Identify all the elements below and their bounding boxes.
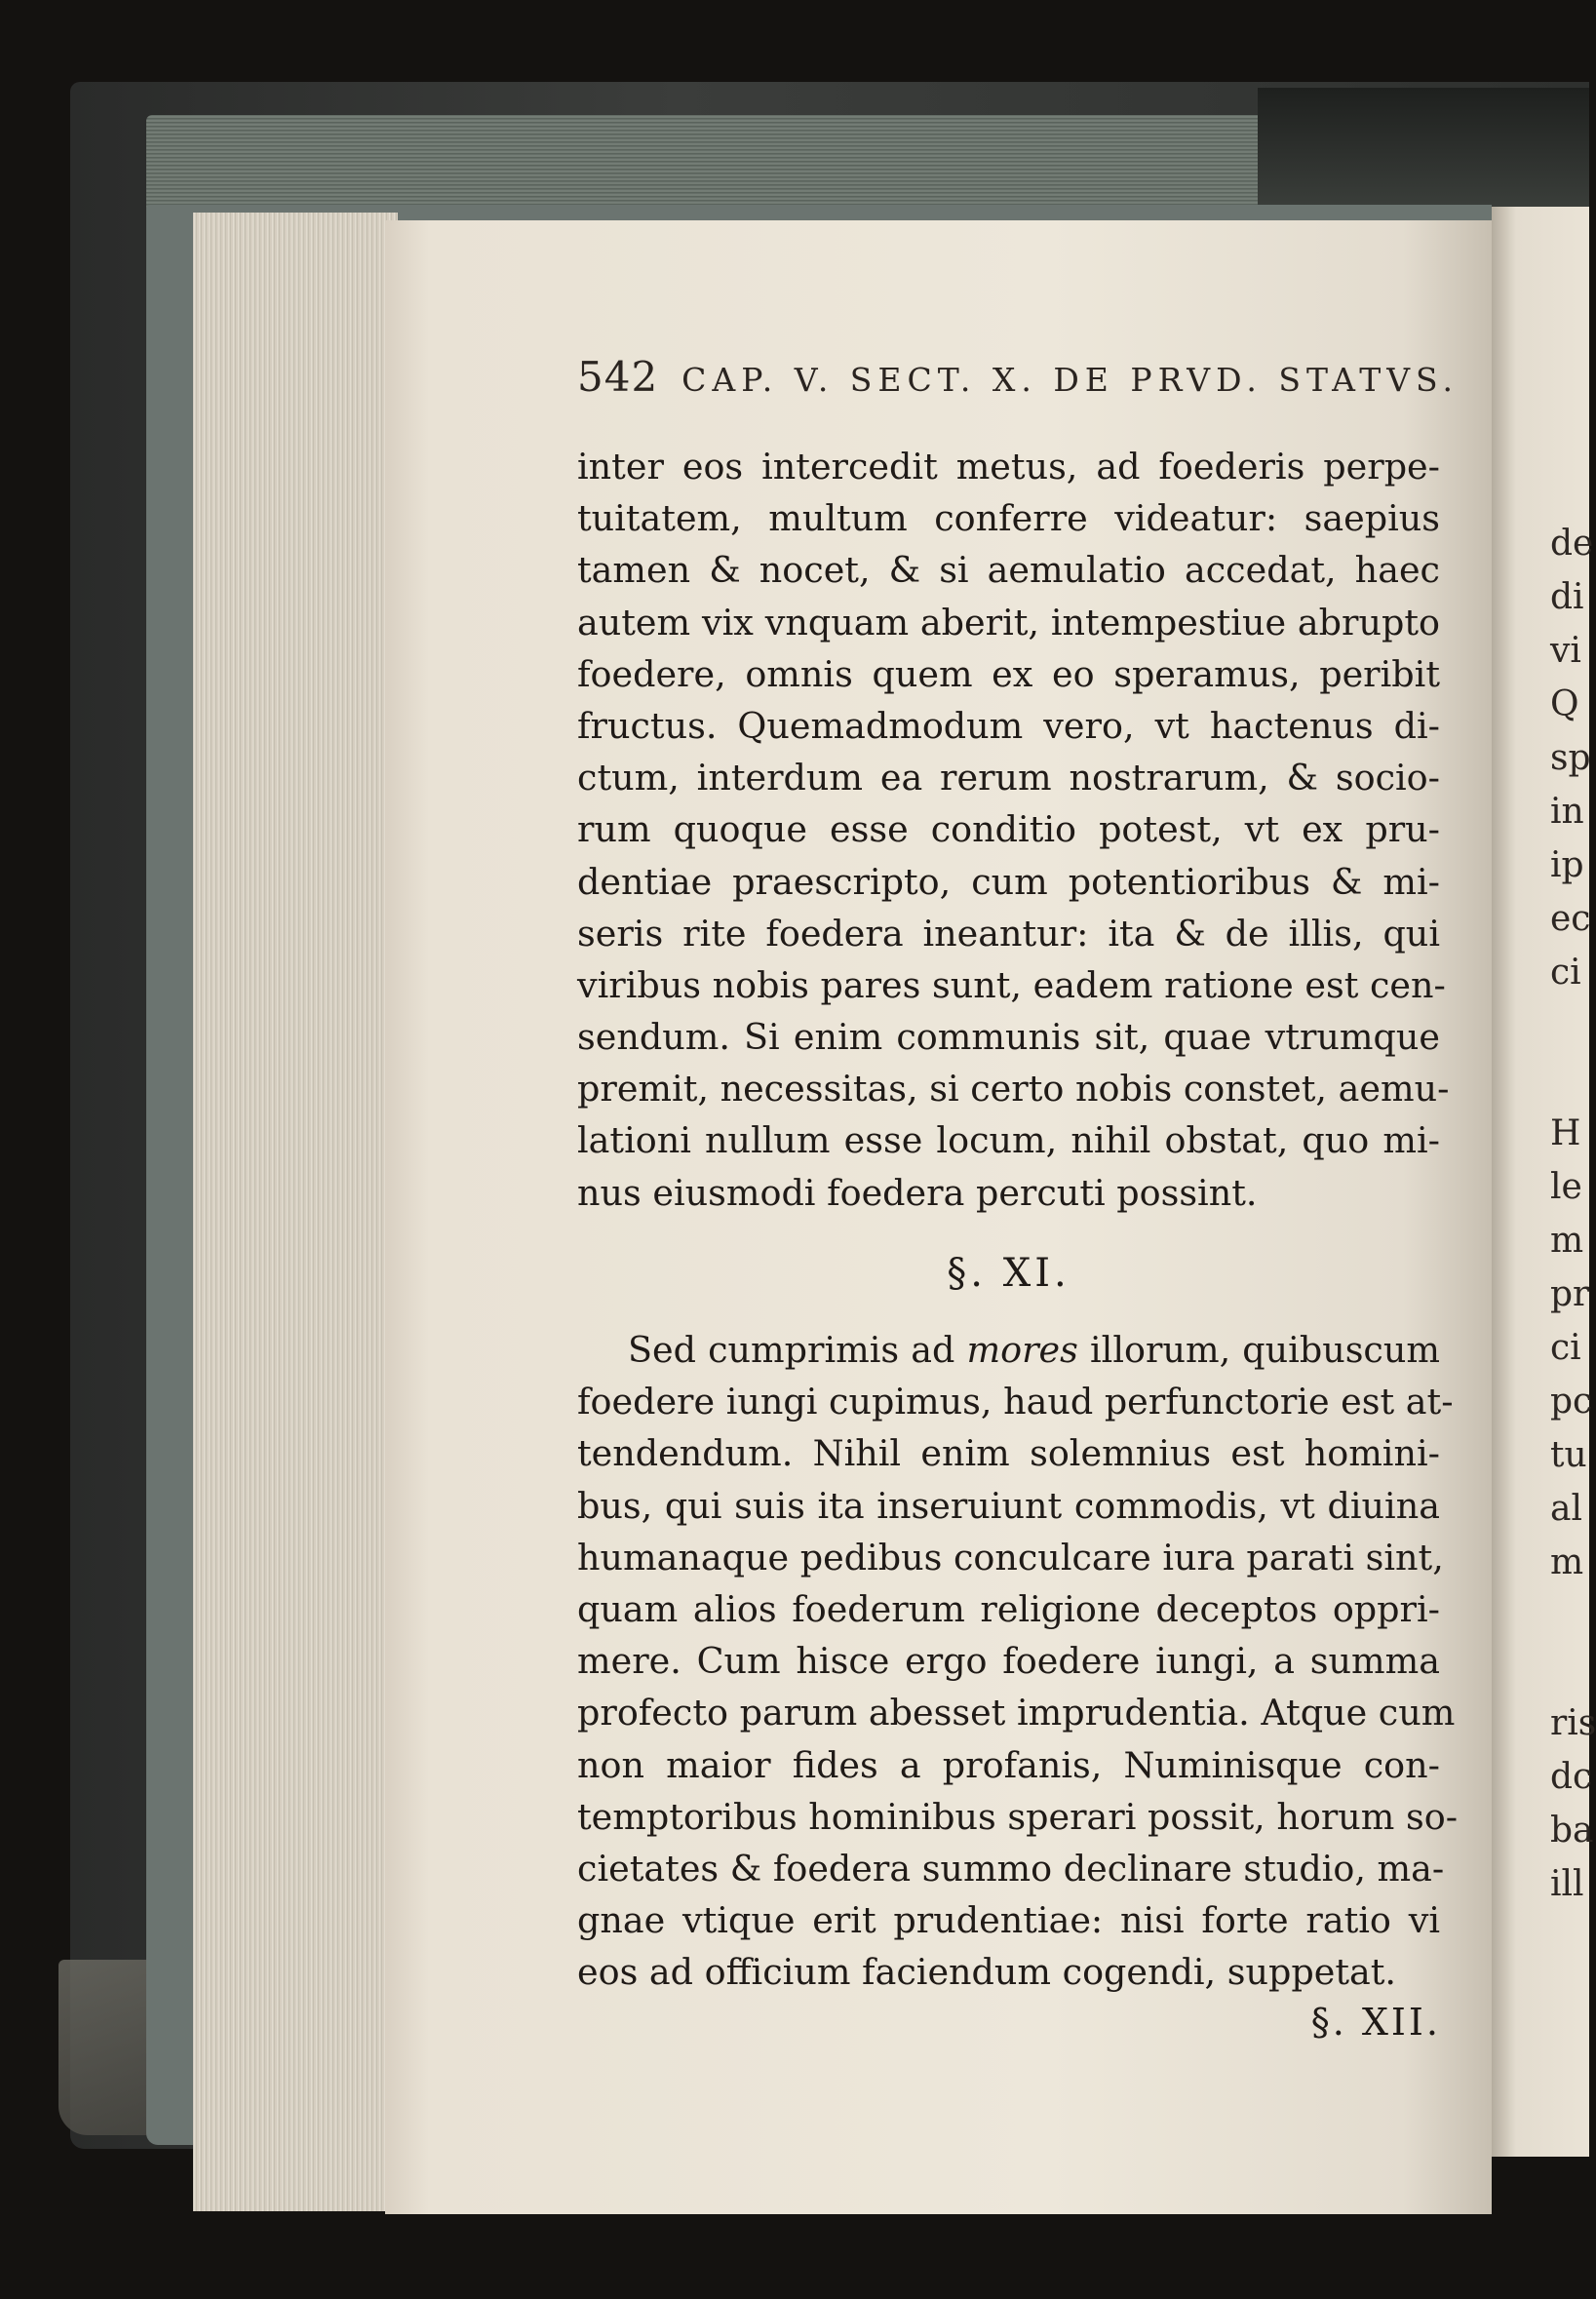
facing-page-fragment: m — [1550, 1221, 1584, 1261]
text-line — [577, 1324, 1440, 1376]
facing-page-fragment: ci — [1550, 1328, 1581, 1368]
text-line: seris rite foedera ineantur: ita & de illis, qui — [577, 912, 1440, 955]
paragraph-1 — [577, 441, 1450, 1219]
text-span: Sed cumprimis ad — [628, 1329, 967, 1371]
facing-page-fragment: de — [1550, 524, 1594, 564]
facing-page-fragment: dc — [1550, 1757, 1593, 1797]
catchword: §. XII. — [1310, 2001, 1441, 2044]
facing-page-fragment: ris — [1550, 1703, 1596, 1743]
facing-page-fragment: al — [1550, 1489, 1582, 1529]
facing-page-fragment: tu — [1550, 1435, 1587, 1475]
italic-word: mores — [966, 1329, 1078, 1371]
text-line: bus, qui suis ita inseruiunt commodis, vt diuina — [577, 1484, 1440, 1527]
facing-page-fragment: Q — [1550, 684, 1579, 724]
text-line: tamen & nocet, & si aemulatio accedat, haec — [577, 549, 1440, 592]
text-line: foedere, omnis quem ex eo speramus, peribit — [577, 652, 1440, 695]
text-line: premit, necessitas, si certo nobis constet, aemu- — [577, 1068, 1450, 1111]
text-line: autem vix vnquam aberit, intempestiue abrupto — [577, 601, 1440, 643]
text-line: fructus. Quemadmodum vero, vt hactenus di- — [577, 704, 1440, 747]
facing-page-fragment: sp — [1550, 738, 1591, 778]
facing-page-fragment: pc — [1550, 1382, 1593, 1422]
facing-page-fragment: le — [1550, 1167, 1582, 1207]
text-line: inter eos intercedit metus, ad foederis perpe- — [577, 446, 1440, 487]
text-line: profecto parum abesset imprudentia. Atque cum — [577, 1692, 1456, 1734]
text-line: tuitatem, multum conferre videatur: saepius — [577, 497, 1440, 540]
text-line: eos ad officium faciendum cogendi, suppetat. — [577, 1951, 1397, 1994]
facing-page-fragment: ill — [1550, 1864, 1584, 1904]
text-line: lationi nullum esse locum, nihil obstat, quo mi- — [577, 1119, 1440, 1162]
text-line: tendendum. Nihil enim solemnius est homini- — [577, 1432, 1440, 1475]
facing-page-fragment: vi — [1550, 631, 1581, 671]
text-line: viribus nobis pares sunt, eadem ratione est cen- — [577, 963, 1446, 1006]
spine-shadow — [1258, 88, 1589, 224]
text-line: foedere iungi cupimus, haud perfunctorie est at- — [577, 1381, 1454, 1423]
stacked-page-edges — [193, 213, 398, 2211]
text-line: rum quoque esse conditio potest, vt ex pru- — [577, 808, 1440, 851]
running-title: CAP. V. SECT. X. DE PRVD. STATVS. — [681, 361, 1459, 399]
text-line: mere. Cum hisce ergo foedere iungi, a summa — [577, 1640, 1440, 1683]
facing-page-fragment: in — [1550, 792, 1584, 832]
facing-page-fragment: ec — [1550, 899, 1591, 939]
text-line: humanaque pedibus conculcare iura parati sint, — [577, 1536, 1444, 1578]
text-line: quam alios foederum religione deceptos oppri- — [577, 1587, 1440, 1630]
facing-page-fragment: m — [1550, 1542, 1584, 1582]
text-line: ctum, interdum ea rerum nostrarum, & socio- — [577, 757, 1440, 799]
text-span: illorum, quibuscum — [1077, 1329, 1440, 1371]
facing-page-text — [1550, 517, 1596, 1911]
facing-page-fragment: ip — [1550, 845, 1584, 885]
text-line: nus eiusmodi foedera percuti possint. — [577, 1171, 1258, 1214]
text-line: temptoribus hominibus sperari possit, horum so- — [577, 1795, 1459, 1838]
text-line: cietates & foedera summo declinare studio, ma- — [577, 1847, 1445, 1890]
text-line: non maior fides a profanis, Numinisque con- — [577, 1743, 1440, 1786]
facing-page-fragment: ci — [1550, 953, 1581, 993]
facing-page-fragment — [1550, 999, 1589, 1107]
text-line: dentiae praescripto, cum potentioribus & mi- — [577, 860, 1440, 903]
page-number: 542 — [577, 353, 659, 401]
text-line: sendum. Si enim communis sit, quae vtrumque — [577, 1016, 1440, 1059]
facing-page-fragment — [1550, 1589, 1589, 1696]
text-line: gnae vtique erit prudentiae: nisi forte ratio vi — [577, 1899, 1440, 1942]
facing-page-fragment: H — [1550, 1113, 1581, 1153]
paragraph-2 — [577, 1324, 1459, 1998]
section-heading: §. XI. — [947, 1251, 1070, 1296]
facing-page-fragment: ba — [1550, 1811, 1594, 1851]
facing-page-fragment: pr — [1550, 1274, 1590, 1314]
running-head — [577, 353, 1459, 401]
facing-page-fragment: di — [1550, 577, 1584, 617]
